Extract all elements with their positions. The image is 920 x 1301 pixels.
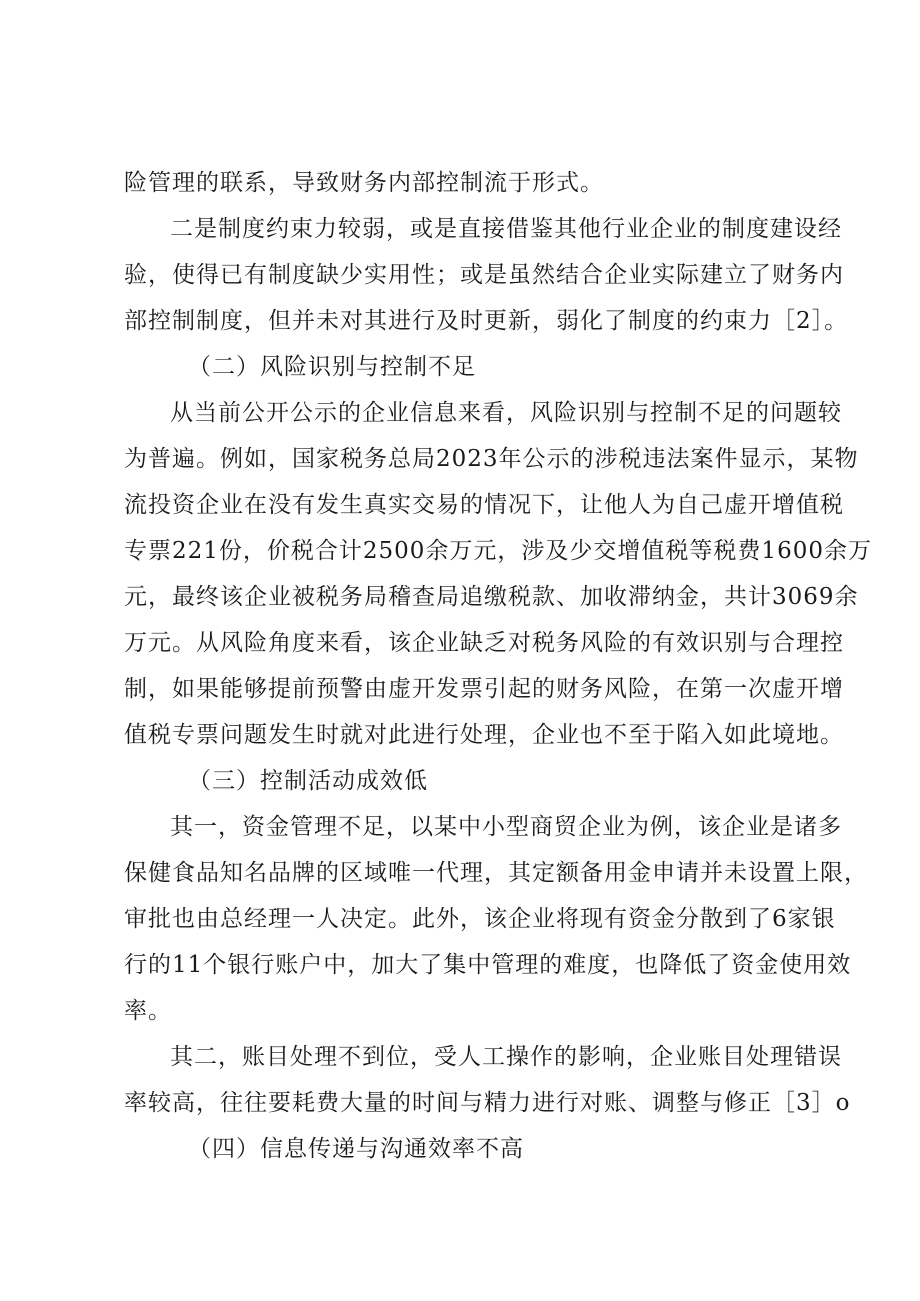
paragraph-line: 其一，资金管理不足，以某中小型商贸企业为例，该企业是诸多 — [170, 814, 842, 840]
paragraph-line: 专票221份，价税合计2500余万元，涉及少交增值税等税费1600余万 — [124, 538, 872, 564]
paragraph-line: 审批也由总经理一人决定。此外，该企业将现有资金分散到了6家银 — [124, 906, 836, 932]
paragraph-line: 万元。从风险角度来看，该企业缺乏对税务风险的有效识别与合理控 — [124, 630, 844, 656]
section-heading: （三）控制活动成效低 — [188, 768, 428, 794]
paragraph-line: 为普遍。例如，国家税务总局2023年公示的涉税违法案件显示，某物 — [124, 446, 859, 472]
paragraph-line: 其二，账目处理不到位，受人工操作的影响，企业账目处理错误 — [170, 1044, 842, 1070]
section-heading: （二）风险识别与控制不足 — [188, 354, 476, 380]
paragraph-line: 值税专票问题发生时就对此进行处理，企业也不至于陷入如此境地。 — [124, 722, 844, 748]
paragraph-line: 率。 — [124, 998, 172, 1024]
section-heading: （四）信息传递与沟通效率不高 — [188, 1136, 524, 1162]
paragraph-line: 保健食品知名品牌的区域唯一代理，其定额备用金申请并未设置上限， — [124, 860, 868, 886]
paragraph-line: 制，如果能够提前预警由虚开发票引起的财务风险，在第一次虚开增 — [124, 676, 844, 702]
paragraph-line: 二是制度约束力较弱，或是直接借鉴其他行业企业的制度建设经 — [170, 216, 842, 242]
paragraph-line: 验，使得已有制度缺少实用性；或是虽然结合企业实际建立了财务内 — [124, 262, 844, 288]
paragraph-line: 率较高，往往要耗费大量的时间与精力进行对账、调整与修正［3］o — [124, 1090, 851, 1116]
paragraph-line: 部控制制度，但并未对其进行及时更新，弱化了制度的约束力［2］。 — [124, 308, 849, 334]
paragraph-line: 从当前公开公示的企业信息来看，风险识别与控制不足的问题较 — [170, 400, 842, 426]
paragraph-line: 行的11个银行账户中，加大了集中管理的难度，也降低了资金使用效 — [124, 952, 852, 978]
paragraph-line: 流投资企业在没有发生真实交易的情况下，让他人为自己虚开增值税 — [124, 492, 844, 518]
paragraph-line: 元，最终该企业被税务局稽查局追缴税款、加收滞纳金，共计3069余 — [124, 584, 859, 610]
paragraph-line: 险管理的联系，导致财务内部控制流于形式。 — [124, 170, 604, 196]
